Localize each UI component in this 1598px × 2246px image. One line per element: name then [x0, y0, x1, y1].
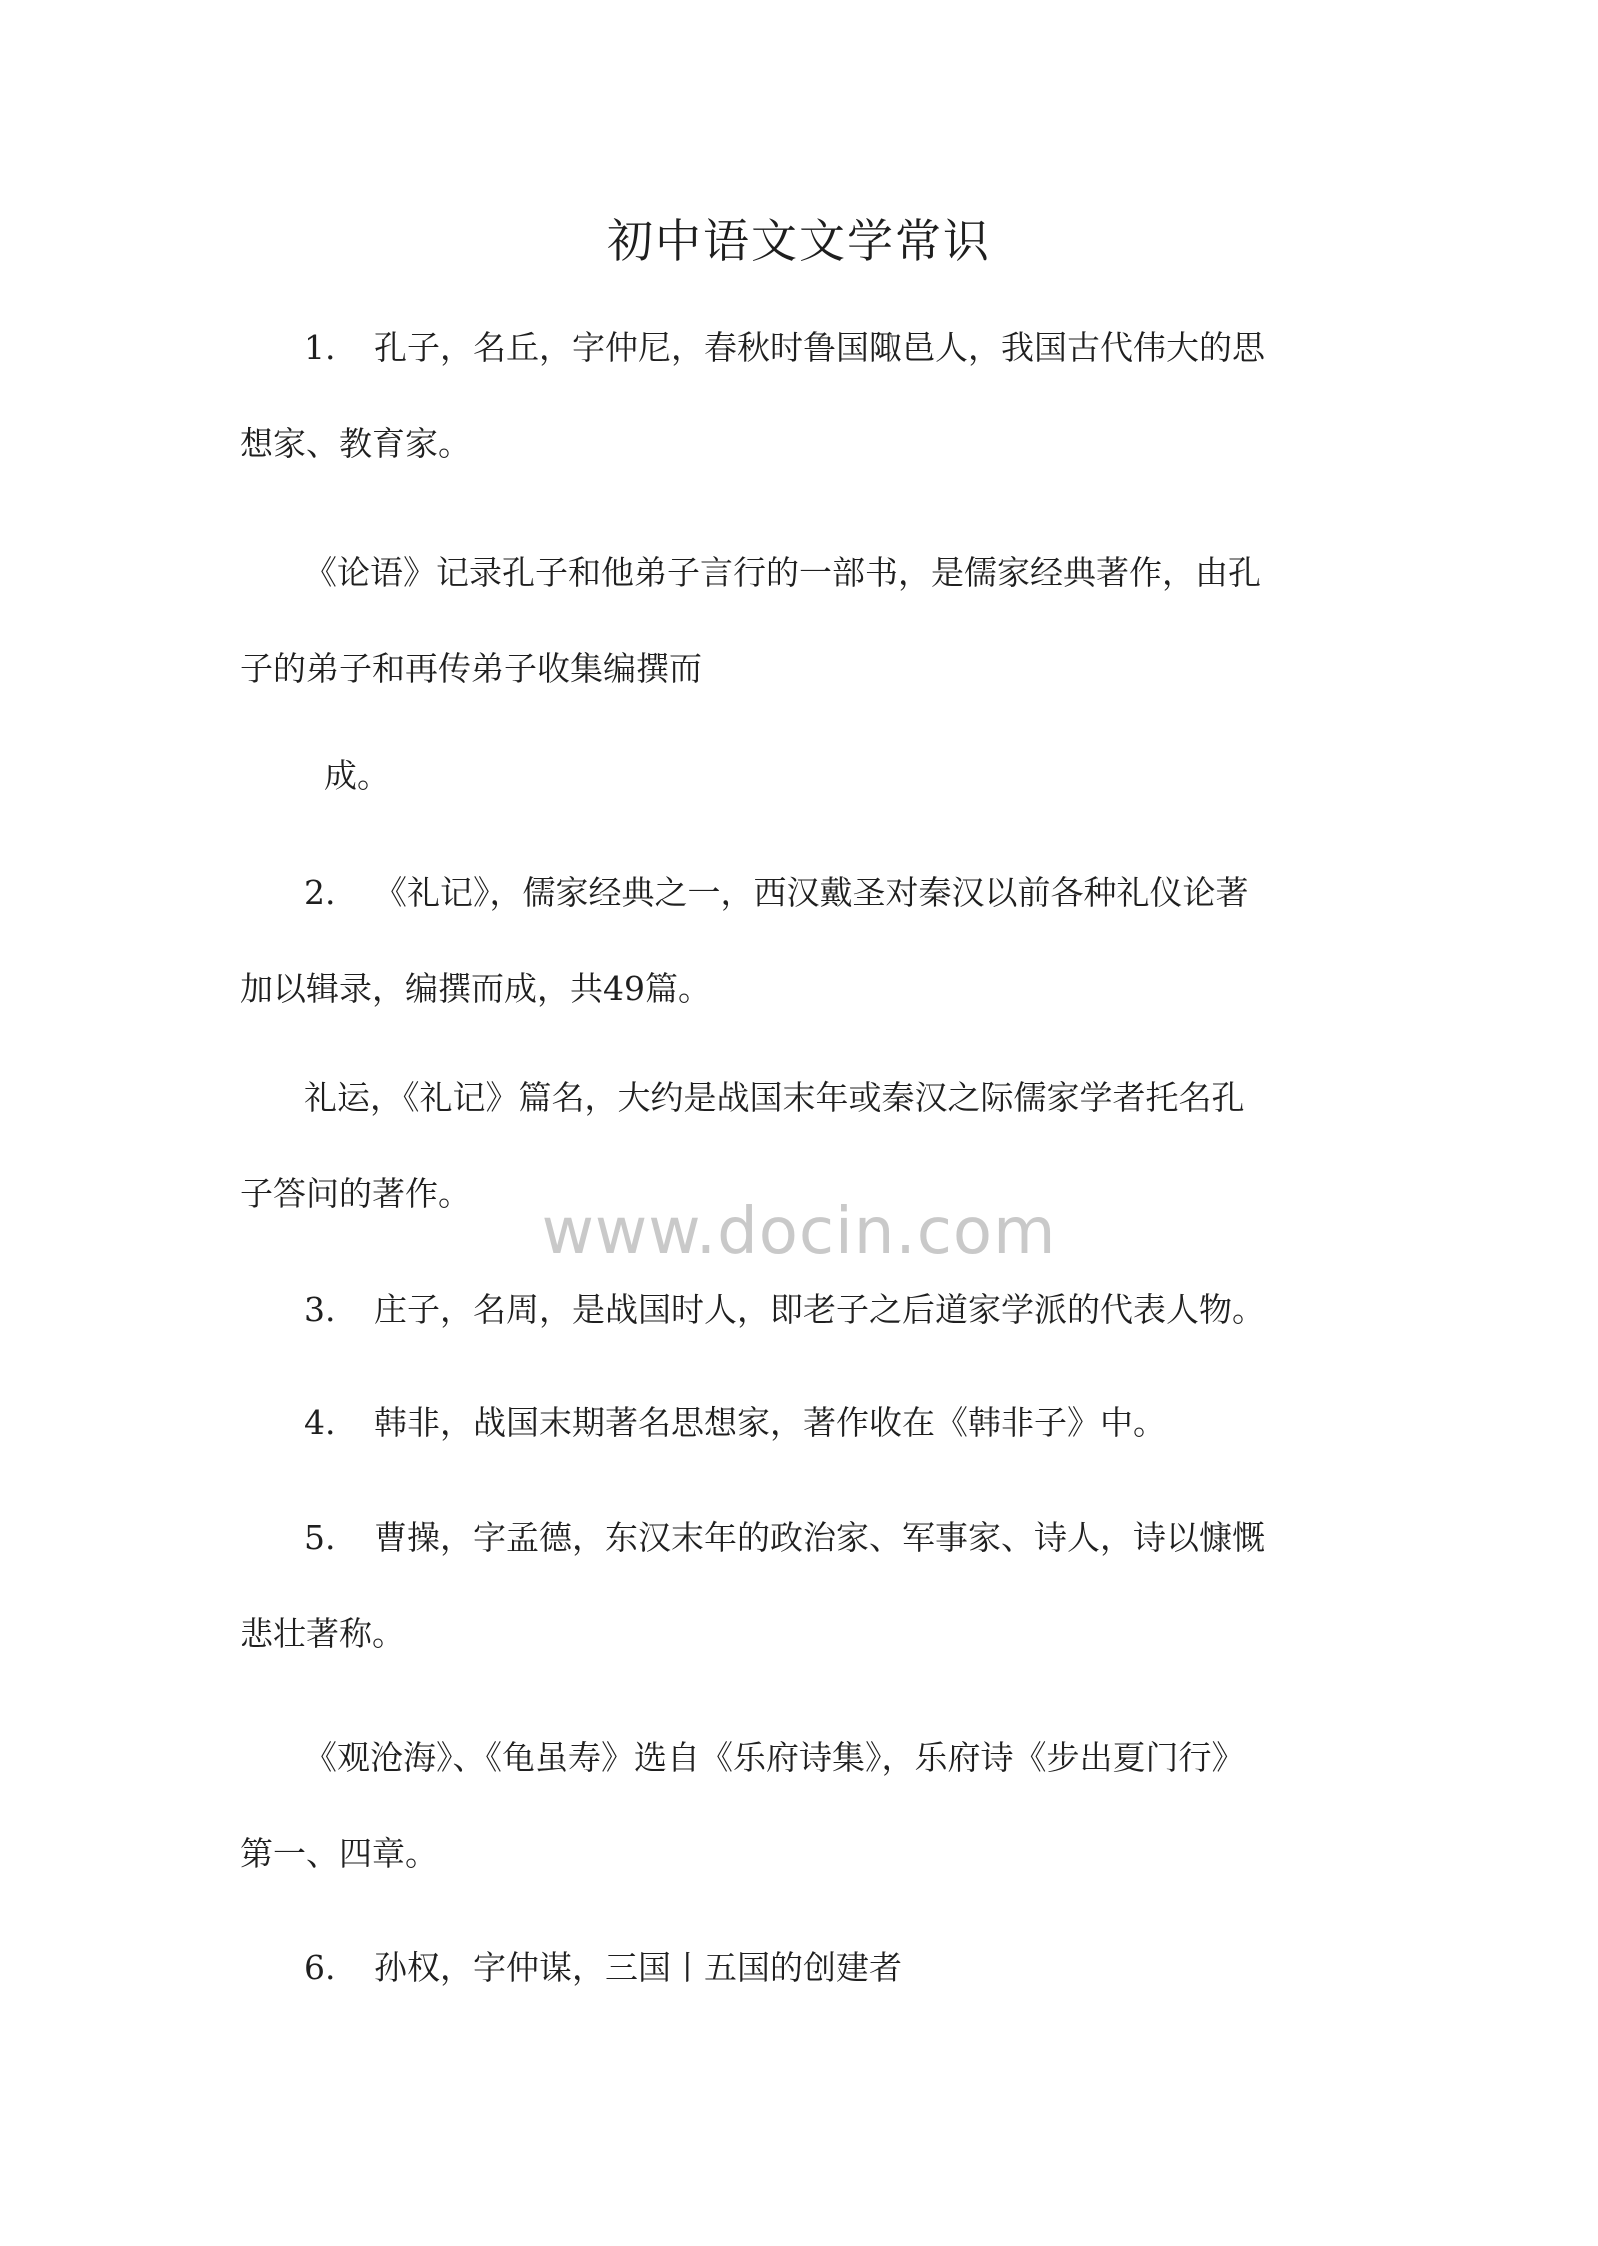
paragraph-line: 庄子，名周，是战国时人，即老子之后道家学派的代表人物。 — [374, 1290, 1265, 1329]
paragraph-caocao-poems — [240, 1710, 1360, 1902]
item-number: 3. — [304, 1290, 336, 1329]
paragraph-line: 悲壮著称。 — [240, 1614, 405, 1653]
item-number: 1. — [304, 328, 336, 367]
list-item-5 — [240, 1490, 1360, 1682]
paragraph-line: 加以辑录，编撰而成，共49篇。 — [240, 969, 711, 1008]
paragraph-line: 想家、教育家。 — [240, 424, 471, 463]
paragraph-line: 《观沧海》、《龟虽寿》选自《乐府诗集》，乐府诗《步出夏门行》 — [304, 1738, 1245, 1777]
document-title: 初中语文文学常识 — [607, 214, 991, 268]
item-number: 5. — [304, 1518, 336, 1557]
paragraph-lunyu-tail — [240, 728, 1360, 824]
paragraph-line: 子的弟子和再传弟子收集编撰而 — [240, 649, 702, 688]
paragraph-line: 孙权，字仲谋，三国丨五国的创建者 — [374, 1948, 902, 1987]
paragraph-line: 成。 — [324, 756, 390, 795]
paragraph-line: 《论语》记录孔子和他弟子言行的一部书，是儒家经典著作，由孔 — [304, 553, 1261, 592]
list-item-4 — [240, 1375, 1360, 1471]
item-number: 6. — [304, 1948, 336, 1987]
paragraph-line: 孔子，名丘，字仲尼，春秋时鲁国陬邑人，我国古代伟大的思 — [374, 328, 1265, 367]
list-item-3 — [240, 1262, 1360, 1358]
paragraph-line: 第一、四章。 — [240, 1834, 438, 1873]
paragraph-line: 礼运，《礼记》篇名，大约是战国末年或秦汉之际儒家学者托名孔 — [304, 1078, 1245, 1117]
paragraph-line: 曹操，字孟德，东汉末年的政治家、军事家、诗人，诗以慷慨 — [374, 1518, 1265, 1557]
paragraph-line: 子答问的著作。 — [240, 1174, 471, 1213]
paragraph-lunyu — [240, 525, 1360, 717]
paragraph-line: 《礼记》，儒家经典之一，西汉戴圣对秦汉以前各种礼仪论著 — [374, 873, 1249, 912]
item-number: 2. — [304, 873, 336, 912]
item-number: 4. — [304, 1403, 336, 1442]
list-item-6 — [240, 1920, 1360, 2016]
watermark: www.docin.com — [541, 1195, 1057, 1269]
paragraph-line: 韩非，战国末期著名思想家，著作收在《韩非子》中。 — [374, 1403, 1166, 1442]
list-item-2 — [240, 845, 1360, 1037]
list-item-1 — [240, 300, 1360, 492]
